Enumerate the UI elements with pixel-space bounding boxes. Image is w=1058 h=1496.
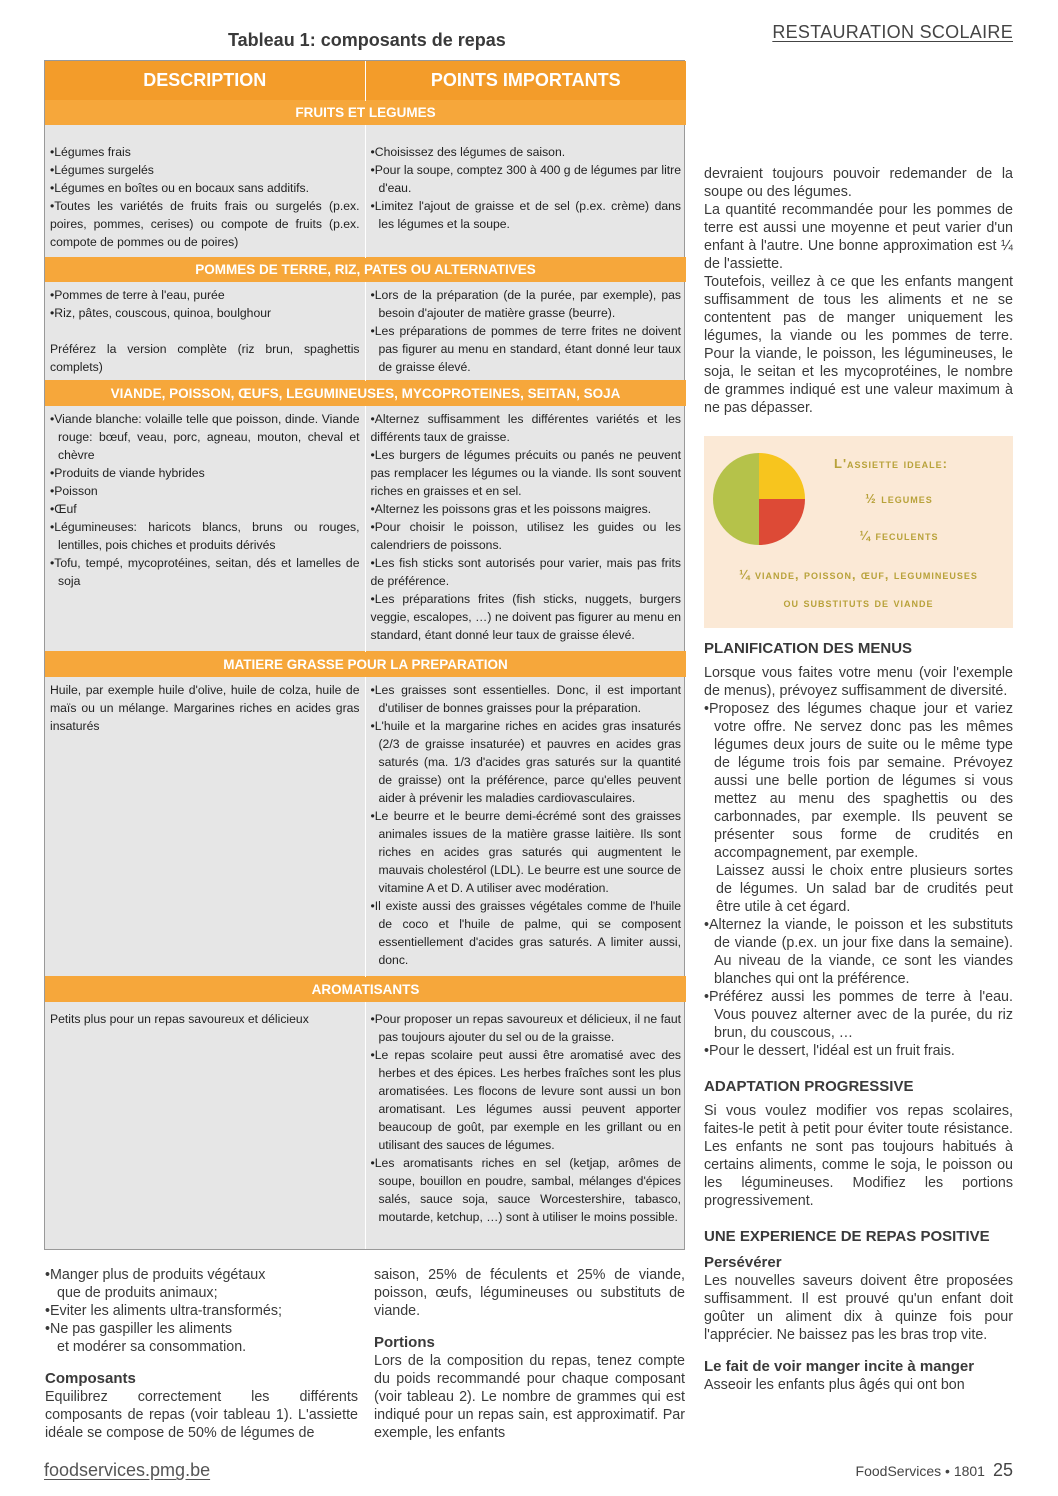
- paragraph: Lorsque vous faites votre menu (voir l'exemple de menus), prévoyez suffisamment de diversité.: [704, 665, 1013, 699]
- bullet: •Manger plus de produits végétaux: [45, 1267, 266, 1283]
- column-header-points: POINTS IMPORTANTS: [365, 61, 686, 100]
- heading-planification: PLANIFICATION DES MENUS: [704, 640, 913, 657]
- table-cell: •Les graisses sont essentielles. Donc, il est important d'utiliser de bonnes graisses pour la préparation. •L'huile et la margarine riches en acides gras insaturés (2/3 de graisse insaturée) et pauvres en acides gras saturés (ma. 1/3 d'acides gras saturés sur la quantité de graisse) ont la préférence, parce qu'elles peuvent aider à prévenir les maladies cardiovasculaires. •Le beurre et le beurre demi-écrémé sont des graisses animales issues de la matière grasse laitière. Ils sont riches en acides gras saturés qui augmentent le mauvais cholestérol (LDL). Le beurre est une source de vitamine A et D. A utiliser avec modération. •Il existe aussi des graisses végétales comme de l'huile de coco et l'huile de palme, qui se composent essentiellement d'acides gras saturés. A limiter aussi, donc.: [370, 682, 681, 967]
- bullet: •Ne pas gaspiller les aliments: [45, 1321, 232, 1337]
- paragraph: saison, 25% de féculents et 25% de viande, poisson, œufs, légumineuses ou substituts de viande.: [374, 1267, 685, 1319]
- table-title: Tableau 1: composants de repas: [228, 30, 506, 50]
- category-matiere-grasse: MATIERE GRASSE POUR LA PREPARATION: [45, 652, 686, 677]
- paragraph: Si vous voulez modifier vos repas scolaires, faites-le petit à petit pour éviter toute résistance. Les enfants ne sont pas toujours habitués à certains aliments, comme le soja, le poisson ou les légumineuses. Modifiez les portions progressivement.: [704, 1103, 1013, 1209]
- ideal-plate-viande: ¼ viande, poisson, œuf, legumineuses: [739, 568, 978, 582]
- category-pommes-de-terre: POMMES DE TERRE, RIZ, PATES OU ALTERNATIVES: [45, 257, 686, 282]
- heading-portions: Portions: [374, 1334, 435, 1351]
- table-cell: •Alternez suffisamment les différentes variétés et les différents taux de graisse. •Les burgers de légumes précuits ou panés ne peuvent pas remplacer les légumes ou la viande. Ils sont souvent riches en graisses et en sel. •Alternez les poissons gras et les poissons maigres. •Pour choisir le poisson, utilisez les guides ou les calendriers de poissons. •Les fish sticks sont autorisés pour varier, mais pas frits de préférence. •Les préparations frites (fish sticks, nuggets, burgers veggie, escalopes, …) ne doivent pas figurer au menu en standard, étant donné leur taux de graisse élevé.: [370, 411, 681, 642]
- bullet: •Proposez des légumes chaque jour et variez votre offre. Ne servez donc pas les mêmes légumes deux jours de suite ou le même type de légume trois fois par semaine. Prévoyez aussi une belle portion de légumes si vous mettez au menu des spaghettis ou des carbonnades, par exemple. Ils peuvent se présenter sous forme de crudités en accompagnement, par exemple.: [704, 701, 1013, 861]
- table-cell: •Viande blanche: volaille telle que poisson, dinde. Viande rouge: bœuf, veau, porc, agneau, mouton, cheval et chèvre •Produits de viande hybrides •Poisson •Œuf •Légumineuses: haricots blancs, bruns ou rouges, lentilles, pois chiches et produits dérivés •Tofu, tempé, mycoprotéines, seitan, dés et lamelles de soja: [45, 406, 365, 652]
- bullet: •Alternez la viande, le poisson et les substituts de viande (p.ex. un jour fixe dans la semaine). Au niveau de la viande, ce sont les viandes blanches qui ont la préférence.: [704, 917, 1013, 987]
- table-cell: •Pour proposer un repas savoureux et délicieux, il ne faut pas toujours ajouter du sel ou de la graisse. •Le repas scolaire peut aussi être aromatisé avec des herbes et des épices. Les herbes fraîches sont les plus aromatisées. Les flocons de levure sont aussi un bon aromatisant. Les légumes aussi peuvent apporter beaucoup de goût, par exemple en les grillant ou en utilisant des sauces de légumes. •Les aromatisants riches en sel (ketjap, arômes de soupe, bouillon en poudre, sambal, mélanges d'épices salés, sauce soja, sauce Worcestershire, tabasco, moutarde, ketchup, …) sont à utiliser le moins possible.: [370, 1011, 681, 1224]
- bullet: •Eviter les aliments ultra-transformés;: [45, 1303, 283, 1319]
- paragraph: Toutefois, veillez à ce que les enfants mangent suffisamment de tous les aliments et ne se contentent pas de manger uniquement les légumes, la viande ou les pommes de terre. Pour la viande, le poisson, les légumineuses, le soja, le seitan et les mycoprotéines, le nombre de grammes indiqué est une valeur maximum à ne pas dépasser.: [704, 274, 1013, 416]
- table-cell: •Pommes de terre à l'eau, purée •Riz, pâtes, couscous, quinoa, boulghour Préférez la version complète (riz brun, spaghettis complets): [45, 282, 365, 381]
- issue-label: FoodServices • 1801: [855, 1463, 985, 1479]
- heading-adaptation: ADAPTATION PROGRESSIVE: [704, 1078, 914, 1095]
- ideal-plate-box: [704, 436, 1013, 628]
- heading-experience: UNE EXPERIENCE DE REPAS POSITIVE: [704, 1228, 990, 1245]
- heading-voir-manger: Le fait de voir manger incite à manger: [704, 1358, 975, 1375]
- bullet: •Préférez aussi les pommes de terre à l'eau. Vous pouvez alterner avec de la purée, du riz brun, du couscous, …: [704, 989, 1013, 1041]
- plate-pie-chart: [710, 450, 808, 548]
- right-column-bottom: [704, 624, 1013, 1394]
- paragraph: Les nouvelles saveurs doivent être proposées suffisamment. Il est prouvé qu'un enfant doit goûter un aliment dix à quinze fois pour l'apprécier. Ne baissez pas les bras trop vite.: [704, 1273, 1013, 1343]
- footer-issue: [856, 1460, 1013, 1481]
- table-cell: Petits plus pour un repas savoureux et délicieux: [45, 1002, 365, 1250]
- ideal-plate-feculents: ¼ feculents: [859, 529, 939, 543]
- page-number: 25: [992, 1460, 1013, 1480]
- category-fruits-legumes: FRUITS ET LEGUMES: [45, 100, 686, 125]
- bullet: •Pour le dessert, l'idéal est un fruit frais.: [704, 1043, 955, 1059]
- meal-components-table: [44, 60, 685, 1250]
- website-link[interactable]: foodservices.pmg.be: [44, 1460, 211, 1480]
- bullet-continued: et modérer sa consommation.: [57, 1339, 247, 1355]
- category-aromatisants: AROMATISANTS: [45, 977, 686, 1002]
- pie-slice-legumes: [713, 453, 759, 545]
- column-header-description: DESCRIPTION: [45, 61, 365, 100]
- table-cell: •Choisissez des légumes de saison. •Pour la soupe, comptez 300 à 400 g de légumes par litre d'eau. •Limitez l'ajout de graisse et de sel (p.ex. crème) dans les légumes et la soupe.: [370, 145, 681, 231]
- left-column: [45, 1266, 358, 1442]
- paragraph: La quantité recommandée pour les pommes de terre est aussi une moyenne et peut varier d'un enfant à l'autre. Une bonne approximation est ¼ de l'assiette.: [704, 202, 1013, 272]
- table-cell: •Légumes frais •Légumes surgelés •Légumes en boîtes ou en bocaux sans additifs. •Toutes les variétés de fruits frais ou surgelés (p.ex. poires, pommes, cerises) ou compote de fruits (p.ex. compote de pommes ou de poires): [45, 125, 365, 257]
- bullet-continued: que de produits animaux;: [57, 1285, 218, 1301]
- heading-composants: Composants: [45, 1370, 136, 1387]
- paragraph: Equilibrez correctement les différents composants de repas (voir tableau 1). L'assiette idéale se compose de 50% de légumes de: [45, 1389, 358, 1441]
- section-label: RESTAURATION SCOLAIRE: [772, 22, 1013, 42]
- paragraph: devraient toujours pouvoir redemander de la soupe ou des légumes.: [704, 166, 1013, 200]
- heading-perseverer: Persévérer: [704, 1254, 782, 1271]
- table-cell: Huile, par exemple huile d'olive, huile de colza, huile de maïs ou un mélange. Margarines riches en acides gras insaturés: [45, 677, 365, 977]
- category-viande-poisson: VIANDE, POISSON, ŒUFS, LEGUMINEUSES, MYCOPROTEINES, SEITAN, SOJA: [45, 381, 686, 406]
- ideal-plate-title: L'assiette ideale:: [834, 456, 948, 471]
- paragraph: Asseoir les enfants plus âgés qui ont bon: [704, 1377, 965, 1393]
- table-cell: •Lors de la préparation (de la purée, par exemple), pas besoin d'ajouter de matière grasse (beurre). •Les préparations de pommes de terre frites ne doivent pas figurer au menu en standard, étant donné leur taux de graisse élevé.: [370, 288, 681, 374]
- pie-slice-viande: [759, 499, 805, 545]
- bullet-continued: Laissez aussi le choix entre plusieurs sortes de légumes. Un salad bar de crudités peut être utile à cet égard.: [716, 863, 1013, 915]
- pie-slice-feculents: [759, 453, 805, 499]
- ideal-plate-substituts: ou substituts de viande: [783, 596, 934, 610]
- right-column-top: [704, 165, 1013, 417]
- ideal-plate-legumes: ½ legumes: [865, 492, 933, 506]
- paragraph: Lors de la composition du repas, tenez compte du poids recommandé pour chaque composant (voir tableau 2). Le nombre de grammes qui est indiqué pour un repas sain, est approximatif. Par exemple, les enfants: [374, 1353, 685, 1441]
- middle-column: [374, 1266, 685, 1442]
